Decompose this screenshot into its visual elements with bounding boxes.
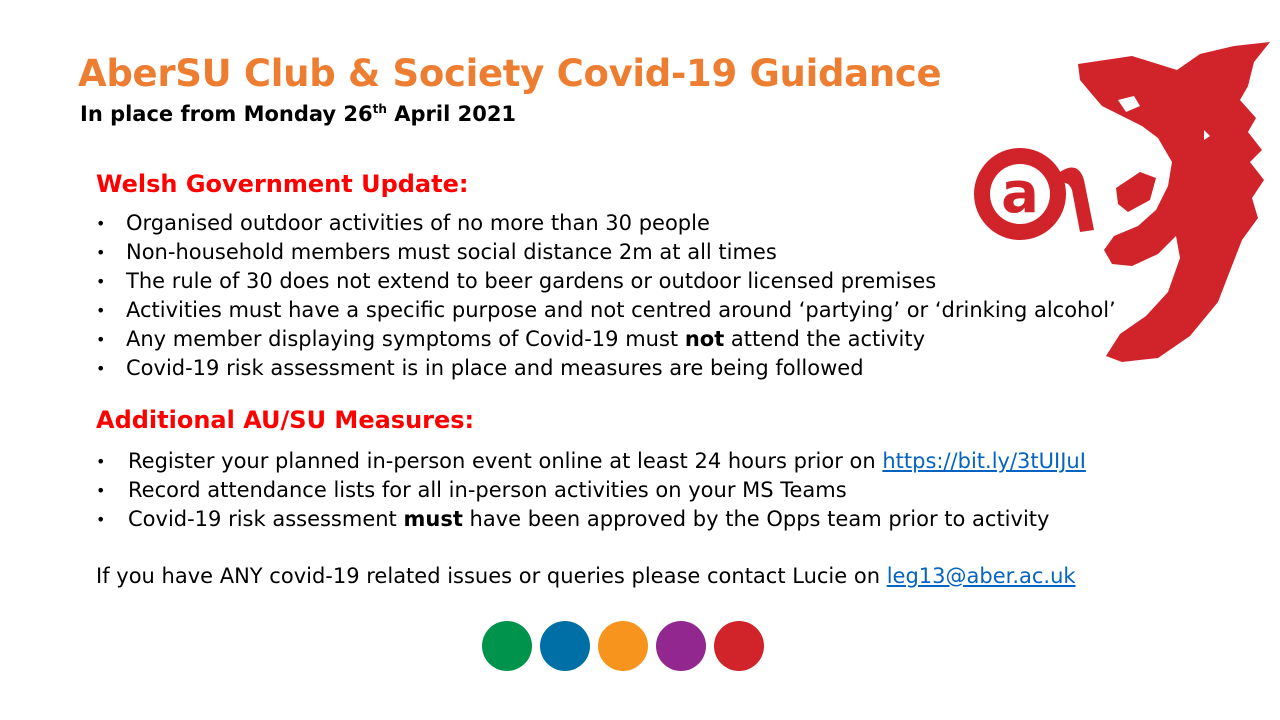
list-item: • Non-household members must social distance 2m at all times (96, 238, 1116, 267)
emphasis-must: must (403, 507, 463, 531)
color-dots (482, 621, 764, 671)
subtitle-date-start: In place from Monday 26 (80, 102, 373, 126)
list-item (96, 505, 1086, 534)
list-item-text: Any member displaying symptoms of Covid-19 must (126, 327, 685, 351)
welsh-government-list (96, 209, 1116, 383)
blue-dot (540, 621, 590, 671)
list-item: • Record attendance lists for all in-person activities on your MS Teams (96, 476, 1086, 505)
purple-dot (656, 621, 706, 671)
green-dot (482, 621, 532, 671)
au-su-measures-heading: Additional AU/SU Measures: (96, 406, 475, 434)
subtitle-date-end: April 2021 (386, 102, 517, 126)
list-item: • Covid-19 risk assessment is in place and measures are being followed (96, 354, 1116, 383)
logo-letter: a (1001, 161, 1039, 226)
contact-email-link[interactable]: leg13@aber.ac.uk (886, 564, 1076, 588)
list-item-text: attend the activity (724, 327, 926, 351)
list-item: • Activities must have a specific purpose and not centred around ‘partying’ or ‘drinking alcohol’ (96, 296, 1116, 325)
orange-dot (598, 621, 648, 671)
list-item: • The rule of 30 does not extend to beer gardens or outdoor licensed premises (96, 267, 1116, 296)
page-subtitle (80, 102, 516, 126)
list-item (96, 325, 1116, 354)
emphasis-not: not (684, 327, 725, 351)
subtitle-ordinal-suffix: th (372, 102, 387, 116)
welsh-government-heading: Welsh Government Update: (96, 170, 469, 198)
page-title: AberSU Club & Society Covid-19 Guidance (78, 52, 942, 95)
red-dot (714, 621, 764, 671)
list-item-text: have been approved by the Opps team prior to activity (462, 507, 1050, 531)
registration-link[interactable]: https://bit.ly/3tUIJuI (882, 449, 1086, 473)
list-item (96, 447, 1086, 476)
contact-text: If you have ANY covid-19 related issues or queries please contact Lucie on (96, 564, 887, 588)
list-item: • Organised outdoor activities of no more than 30 people (96, 209, 1116, 238)
contact-line (96, 564, 1076, 588)
list-item-text: Covid-19 risk assessment (128, 507, 404, 531)
list-item-text: Register your planned in-person event online at least 24 hours prior on (128, 449, 883, 473)
au-su-measures-list (96, 447, 1086, 534)
